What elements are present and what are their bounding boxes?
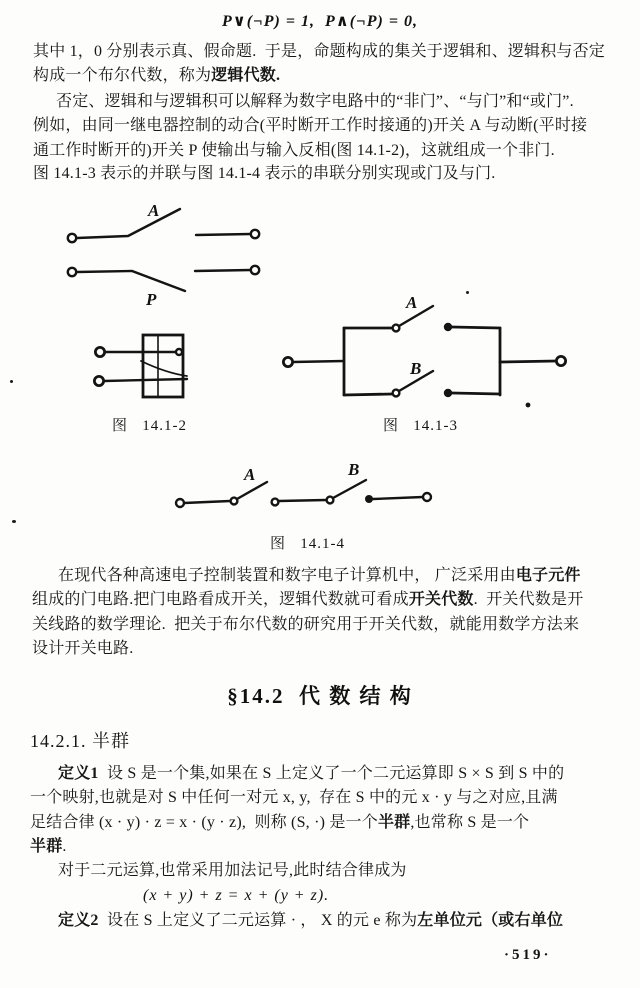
definition-2-term: 定义2 (58, 912, 99, 929)
definition-1-line-4-tail: . (62, 838, 67, 855)
figure-14-1-3-caption: 图 14.1-3 (383, 418, 458, 434)
paragraph-3-line-2-tail: . 开关代数是开 (473, 591, 584, 608)
definition-1-line-1 (58, 764, 564, 784)
term-electronic-components: 电子元件 (515, 567, 581, 584)
definition-1-line-2: 一个映射,也就是对 S 中任何一对元 x, y, 存在 S 中的元 x · y 与之对应,且满 (30, 789, 558, 806)
term-semigroup: 半群 (377, 814, 411, 831)
definition-1-line-4 (30, 837, 67, 857)
paragraph-2-line-4: 图 14.1-3 表示的并联与图 14.1-4 表示的串联分别实现或门及与门. (33, 165, 496, 182)
paragraph-1-line-2-text: 构成一个布尔代数，称为 (33, 67, 212, 84)
paragraph-2-line-3: 通工作时断开的)开关 P 使输出与输入反相(图 14.1-2)，这就组成一个非门. (33, 142, 555, 159)
paragraph-2-line-1: 否定、逻辑和与逻辑积可以解释为数字电路中的“非门”、“与门”和“或门”. (56, 93, 574, 110)
parallel-switch-b-label: B (410, 359, 422, 378)
scan-speck (10, 380, 13, 383)
additive-associative-formula: (x + y) + z = x + (y + z). (143, 887, 330, 904)
boolean-identity-formula: P∨(¬P) = 1, P∧(¬P) = 0, (221, 13, 418, 30)
term-left-identity: 左单位元（或右单位 (417, 912, 564, 929)
figure-14-1-4-caption: 图 14.1-4 (270, 536, 345, 552)
figure-14-1-2-relay-box (94, 335, 187, 397)
figure-14-1-2-caption: 图 14.1-2 (112, 418, 187, 434)
figure-14-1-2-switch-a (68, 201, 259, 242)
series-switch-a-label: A (244, 465, 256, 484)
parallel-switch-a-label: A (406, 293, 418, 312)
definition-2-line (58, 911, 563, 931)
section-heading: §14.2 代 数 结 构 (227, 684, 413, 708)
definition-2-text: 设在 S 上定义了二元运算 · ， X 的元 e 称为 (98, 912, 418, 929)
paragraph-3-line-2-text: 组成的门电路.把门电路看成开关，逻辑代数就可看成 (32, 591, 409, 608)
paragraph-1-line-1: 其中 1，0 分别表示真、假命题. 于是，命题构成的集关于逻辑和、逻辑积与否定 (33, 43, 606, 60)
scan-speck (466, 291, 469, 294)
definition-1-line-3-text: 足结合律 (x · y) · z = x · (y · z), 则称 (S, ·) 是一个 (30, 814, 378, 831)
term-semigroup-2: 半群 (30, 838, 63, 855)
definition-1-line-1-text: 设 S 是一个集,如果在 S 上定义了一个二元运算即 S × S 到 S 中的 (98, 765, 565, 782)
paragraph-3-line-1-text: 在现代各种高速电子控制装置和数字电子计算机中， 广泛采用由 (58, 567, 516, 584)
subsection-heading: 14.2.1. 半群 (30, 731, 130, 751)
definition-1-line-3-tail: ,也常称 S 是一个 (410, 814, 530, 831)
paragraph-3-line-4: 设计开关电路. (32, 640, 134, 657)
circuit-figures-svg (0, 190, 640, 560)
switch-a-label: A (148, 201, 160, 220)
series-switch-b-label: B (348, 460, 360, 479)
additive-notation-note: 对于二元运算,也常采用加法记号,此时结合律成为 (58, 862, 407, 879)
paragraph-3-line-2 (32, 590, 583, 610)
page-number: ·519· (504, 947, 552, 963)
paragraph-1-line-2 (33, 66, 280, 86)
figure-14-1-2-switch-p (68, 266, 259, 309)
figures-block (0, 190, 640, 560)
term-switching-algebra: 开关代数 (408, 591, 474, 608)
scan-speck (526, 403, 531, 408)
definition-1-term: 定义1 (58, 765, 99, 782)
definition-1-line-3 (30, 813, 529, 833)
term-logic-algebra: 逻辑代数. (211, 67, 281, 84)
paragraph-2-line-2: 例如，由同一继电器控制的动合(平时断开工作时接通的)开关 A 与动断(平时接 (33, 117, 588, 134)
figure-14-1-3-parallel-circuit (283, 293, 565, 407)
figure-14-1-4-series-circuit (176, 460, 431, 507)
paragraph-3-line-3: 关线路的数学理论. 把关于布尔代数的研究用于开关代数，就能用数学方法来 (32, 616, 580, 633)
switch-p-label: P (146, 290, 157, 309)
scan-speck (12, 520, 16, 523)
paragraph-3-line-1 (58, 566, 581, 586)
